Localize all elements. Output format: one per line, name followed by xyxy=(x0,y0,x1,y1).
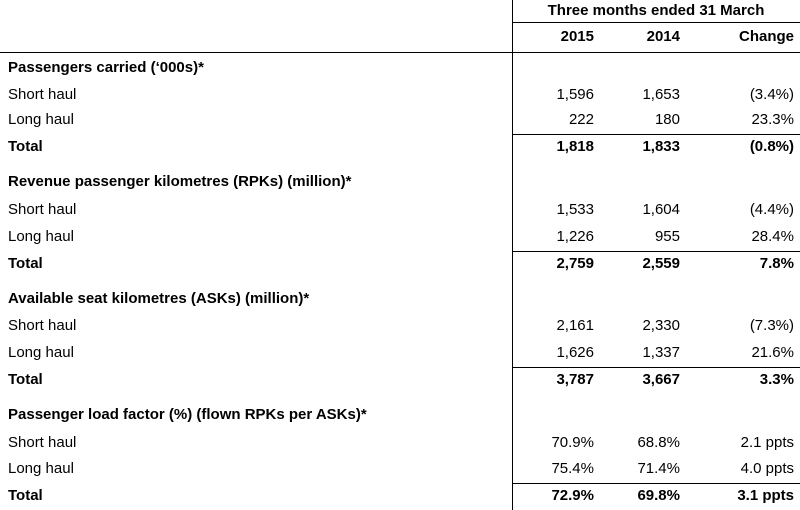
value-2015: 3,787 xyxy=(556,371,594,388)
header-rule xyxy=(0,52,800,53)
total-row xyxy=(0,251,800,277)
table-row xyxy=(0,197,800,223)
table-row xyxy=(0,340,800,366)
total-row xyxy=(0,134,800,160)
section-title-row xyxy=(0,402,800,428)
row-label: Total xyxy=(8,487,43,504)
value-change: 2.1 ppts xyxy=(740,434,794,451)
value-2014: 71.4% xyxy=(637,460,680,477)
table-row xyxy=(0,82,800,108)
value-2014: 68.8% xyxy=(637,434,680,451)
value-change: 7.8% xyxy=(759,255,794,272)
value-2015: 75.4% xyxy=(551,460,594,477)
column-header-change: Change xyxy=(738,28,794,45)
value-2014: 1,604 xyxy=(642,201,680,218)
period-header: Three months ended 31 March xyxy=(547,2,765,19)
row-label: Total xyxy=(8,138,43,155)
value-2014: 3,667 xyxy=(642,371,680,388)
value-2015: 1,626 xyxy=(556,344,594,361)
row-label: Long haul xyxy=(8,228,74,245)
value-change: (4.4%) xyxy=(749,201,794,218)
value-change: 4.0 ppts xyxy=(740,460,794,477)
value-2014: 2,330 xyxy=(642,317,680,334)
table-row xyxy=(0,313,800,339)
row-label: Long haul xyxy=(8,460,74,477)
value-change: 21.6% xyxy=(751,344,794,361)
value-2014: 69.8% xyxy=(637,487,680,504)
column-header-2014: 2014 xyxy=(646,28,680,45)
value-2014: 2,559 xyxy=(642,255,680,272)
section-title: Passenger load factor (%) (flown RPKs per ASKs)* xyxy=(8,406,367,423)
value-change: (3.4%) xyxy=(749,86,794,103)
row-label: Total xyxy=(8,371,43,388)
row-label: Short haul xyxy=(8,317,77,334)
value-2015: 1,533 xyxy=(556,201,594,218)
row-label: Total xyxy=(8,255,43,272)
total-row xyxy=(0,483,800,509)
row-label: Long haul xyxy=(8,111,74,128)
value-2015: 1,596 xyxy=(556,86,594,103)
value-change: 28.4% xyxy=(751,228,794,245)
table-row xyxy=(0,456,800,482)
row-label: Short haul xyxy=(8,86,77,103)
section-title: Revenue passenger kilometres (RPKs) (million)* xyxy=(8,173,352,190)
section-title-row xyxy=(0,55,800,81)
value-2014: 180 xyxy=(654,111,680,128)
value-2015: 222 xyxy=(568,111,594,128)
row-label: Short haul xyxy=(8,434,77,451)
table-row xyxy=(0,107,800,133)
period-underline xyxy=(512,22,800,23)
value-2015: 2,759 xyxy=(556,255,594,272)
value-change: 3.3% xyxy=(759,371,794,388)
row-label: Short haul xyxy=(8,201,77,218)
section-title-row xyxy=(0,286,800,312)
row-label: Long haul xyxy=(8,344,74,361)
value-change: 3.1 ppts xyxy=(737,487,794,504)
value-change: 23.3% xyxy=(751,111,794,128)
value-2014: 955 xyxy=(654,228,680,245)
value-change: (7.3%) xyxy=(749,317,794,334)
value-2015: 70.9% xyxy=(551,434,594,451)
table-row xyxy=(0,430,800,456)
total-row xyxy=(0,367,800,393)
value-2015: 1,818 xyxy=(556,138,594,155)
section-title: Passengers carried (‘000s)* xyxy=(8,59,204,76)
value-2015: 1,226 xyxy=(556,228,594,245)
value-2015: 72.9% xyxy=(551,487,594,504)
section-title-row xyxy=(0,169,800,195)
section-title: Available seat kilometres (ASKs) (million)* xyxy=(8,290,310,307)
table-row xyxy=(0,224,800,250)
column-header-2015: 2015 xyxy=(560,28,594,45)
value-2014: 1,833 xyxy=(642,138,680,155)
value-2015: 2,161 xyxy=(556,317,594,334)
value-2014: 1,653 xyxy=(642,86,680,103)
value-change: (0.8%) xyxy=(749,138,794,155)
value-2014: 1,337 xyxy=(642,344,680,361)
